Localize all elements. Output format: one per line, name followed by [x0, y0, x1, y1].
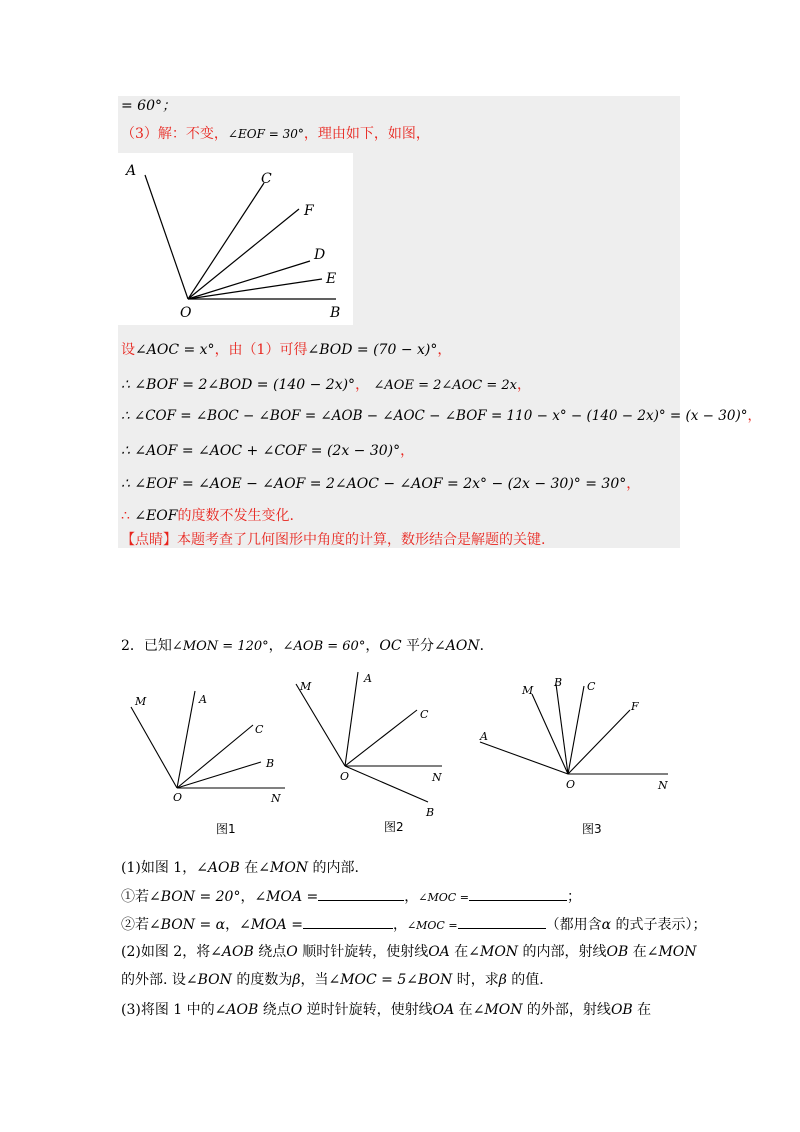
step4-text: ∴ ∠EOF = ∠AOE − ∠AOF = 2∠AOC − ∠AOF = 2x° − (2x − 30)° = 30° [121, 476, 627, 492]
set-math2: ∠BOD = (70 − x)° [307, 342, 438, 358]
c2-d: （都用含 [545, 917, 602, 933]
ray-OC [188, 183, 264, 299]
fig3-label-O: O [566, 778, 576, 791]
fig2-label-A: A [364, 672, 372, 685]
figure-1 [125, 685, 295, 810]
step1-a: ∴ ∠BOF = 2∠BOD = (140 − 2x)° [121, 377, 356, 393]
answer-blank-moc-1[interactable] [469, 886, 567, 901]
q2-m4: ∠AON [434, 638, 480, 654]
part3-math: ∠EOF = 30° [227, 127, 304, 141]
step3-end: ， [400, 443, 415, 459]
part3-line [121, 1000, 651, 1020]
fig2-label-O: O [340, 770, 350, 783]
fig2-ray-OC [345, 710, 417, 766]
figure-2 [292, 668, 452, 823]
solution-set-line [121, 340, 451, 360]
label-O: O [180, 305, 192, 321]
p2-m7: ∠BON [185, 972, 232, 988]
q2-m2: ∠AOB = 60° [282, 639, 366, 654]
solution-step3 [121, 441, 414, 461]
answer-blank-moc-2[interactable] [458, 914, 546, 929]
ray-OD [188, 261, 310, 299]
eq60-text: = 60°； [121, 98, 176, 114]
c2-c: ， [392, 917, 407, 933]
part1-case1-line [121, 886, 581, 908]
p2-m9: ∠MOC = 5∠BON [328, 972, 453, 988]
comment-tag: 【点睛】 [121, 532, 177, 548]
p2-m6: ∠MON [646, 944, 697, 960]
solution-line-eq60 [121, 96, 176, 116]
label-B: B [330, 305, 341, 321]
p2-k: 的值. [506, 972, 544, 988]
c2-m2: ∠MOA = [239, 917, 303, 933]
figure-2-caption: 图2 [384, 820, 404, 834]
fig1-label-N: N [271, 792, 281, 805]
p2-c: 顺时针旋转，使射线 [297, 944, 429, 960]
fig3-ray-OC [568, 686, 584, 774]
fig2-ray-OB [345, 766, 428, 802]
c2-m1: ∠BON = α [149, 917, 226, 933]
p1-c: 的内部. [308, 860, 359, 876]
p2-m10: β [498, 972, 507, 988]
q2-m1: ∠MON = 120° [171, 639, 269, 654]
solution-step2 [121, 406, 761, 426]
c2-e: 的式子表示）； [611, 917, 707, 933]
p2-m4: ∠MON [468, 944, 519, 960]
c1-d: ； [566, 889, 581, 905]
q2-m3: OC [379, 638, 402, 654]
label-F: F [304, 203, 314, 219]
label-A: A [126, 163, 137, 179]
conclude-math: ∠EOF [134, 508, 178, 524]
q2-num: 2．已知 [121, 638, 172, 654]
p2-a: (2)如图 2，将 [121, 944, 211, 960]
p2-e: 的内部，射线 [518, 944, 607, 960]
c2-b: ， [225, 917, 240, 933]
p2-m8: β [292, 972, 301, 988]
p3-c: 逆时针旋转，使射线 [302, 1002, 433, 1018]
fig1-label-B: B [266, 757, 275, 770]
c1-m1: ∠BON = 20° [149, 889, 241, 905]
step1-end: ， [517, 377, 532, 393]
set-end: ， [437, 342, 452, 358]
fig2-label-M: M [300, 680, 312, 693]
set-math1: ∠AOC = x° [135, 342, 215, 358]
p3-d: 在 [454, 1002, 473, 1018]
fig3-label-C: C [587, 680, 596, 693]
p3-f: 在 [632, 1002, 652, 1018]
conclude-prefix: ∴ [121, 508, 135, 524]
label-E: E [326, 271, 337, 287]
part2-line1 [121, 942, 697, 962]
c1-m3: ∠MOC = [418, 891, 469, 904]
c1-c: ， [404, 889, 419, 905]
p2-m2: O [286, 944, 298, 960]
p3-m4: ∠MON [472, 1002, 523, 1018]
fig2-label-C: C [420, 708, 429, 721]
step3-text: ∴ ∠AOF = ∠AOC + ∠COF = (2x − 30)° [121, 443, 401, 459]
p2-m5: OB [606, 944, 629, 960]
figure-3 [470, 672, 680, 797]
q2-sep1: ， [268, 638, 283, 654]
part1-line [121, 858, 359, 878]
c1-m2: ∠MOA = [254, 889, 319, 905]
c2-m3: ∠MOC = [406, 919, 458, 932]
p1-m2: ∠MON [258, 860, 309, 876]
fig1-ray-OA [177, 691, 195, 788]
p3-a: (3)将图 1 中的 [121, 1002, 215, 1018]
p2-h: 的度数为 [231, 972, 293, 988]
p2-i: ，当 [300, 972, 329, 988]
fig1-ray-OM [131, 707, 177, 788]
fig3-label-B: B [554, 676, 563, 689]
fig3-label-F: F [631, 700, 639, 713]
fig1-ray-OB [177, 762, 261, 788]
p2-g: 的外部. 设 [121, 972, 186, 988]
solution-figure [118, 153, 353, 325]
part1-case2-line [121, 914, 707, 936]
fig1-label-O: O [173, 791, 183, 804]
q2-t3: 平分 [401, 638, 434, 654]
p2-d: 在 [449, 944, 469, 960]
ray-OA [145, 175, 188, 299]
question2-stem [121, 636, 494, 657]
fig2-ray-OM [296, 684, 345, 766]
figure-1-caption: 图1 [216, 822, 236, 836]
part3-prefix: （3）解：不变， [121, 126, 228, 142]
part2-line2 [121, 970, 544, 990]
fig2-ray-OA [345, 672, 358, 766]
step2-text: ∴ ∠COF = ∠BOC − ∠BOF = ∠AOB − ∠AOC − ∠BOF = 110 − x° − (140 − 2x)° = (x − 30)° [121, 408, 748, 424]
fig2-label-B: B [426, 806, 435, 819]
p2-m1: ∠AOB [210, 944, 254, 960]
p2-j: 时，求 [452, 972, 499, 988]
fig1-label-C: C [255, 723, 264, 736]
solution-conclusion [121, 506, 294, 526]
p1-a: (1)如图 1， [121, 860, 197, 876]
fig3-ray-OA [480, 742, 568, 774]
c2-m4: α [601, 917, 612, 933]
q2-end: ． [479, 638, 494, 654]
step1-b: ∠AOE = 2∠AOC = 2x [373, 378, 518, 393]
fig1-label-A: A [199, 693, 207, 706]
p3-e: 的外部，射线 [522, 1002, 611, 1018]
step4-end: ， [626, 476, 641, 492]
answer-blank-moa-1[interactable] [318, 886, 404, 901]
p3-m1: ∠AOB [214, 1002, 259, 1018]
p3-m3: OA [432, 1002, 455, 1018]
comment-text: 本题考查了几何图形中角度的计算，数形结合是解题的关键. [177, 532, 546, 548]
p1-b: 在 [239, 860, 259, 876]
fig3-ray-OF [568, 710, 630, 774]
label-C: C [261, 171, 272, 187]
p3-b: 绕点 [258, 1002, 291, 1018]
c1-a: ①若 [121, 889, 149, 905]
answer-blank-moa-2[interactable] [303, 914, 393, 929]
conclude-suffix: 的度数不发生变化. [177, 508, 294, 524]
fig1-ray-OC [177, 725, 253, 788]
p2-b: 绕点 [253, 944, 287, 960]
label-D: D [314, 247, 326, 263]
part3-suffix: ，理由如下，如图， [303, 126, 430, 142]
p2-m3: OA [428, 944, 450, 960]
c1-b: ， [240, 889, 255, 905]
solution-part3-line [121, 124, 430, 144]
solution-step1 [121, 375, 531, 396]
set-prefix: 设 [121, 342, 135, 358]
fig3-label-N: N [658, 779, 668, 792]
p2-f: 在 [628, 944, 647, 960]
set-mid: ，由（1）可得 [214, 342, 308, 358]
step2-end: ， [747, 408, 761, 424]
solution-step4 [121, 474, 640, 494]
step1-sep: ， [355, 377, 370, 393]
solution-comment [121, 530, 545, 550]
p1-m1: ∠AOB [196, 860, 240, 876]
p3-m2: O [290, 1002, 303, 1018]
solution-figure-svg [118, 153, 353, 325]
figure-3-caption: 图3 [582, 822, 602, 836]
q2-sep2: ， [365, 638, 380, 654]
fig1-label-M: M [135, 695, 147, 708]
c2-a: ②若 [121, 917, 149, 933]
fig3-label-A: A [480, 730, 488, 743]
fig3-label-M: M [522, 684, 534, 697]
p3-m5: OB [610, 1002, 633, 1018]
fig2-label-N: N [432, 771, 442, 784]
